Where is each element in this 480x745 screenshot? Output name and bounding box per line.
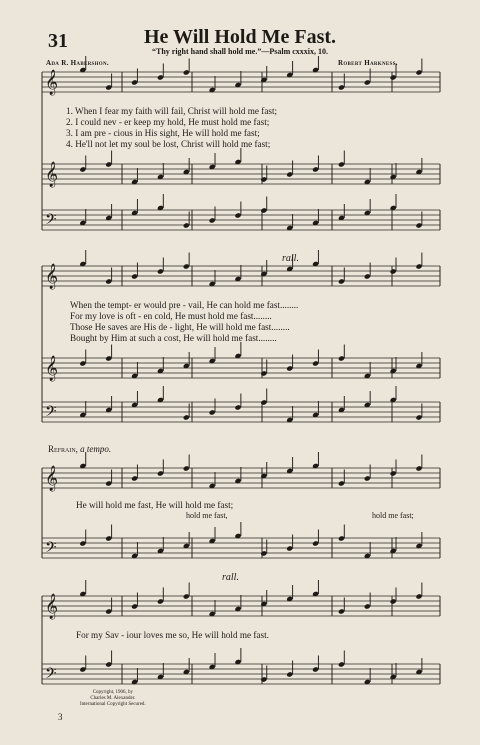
system1-verse4: 4. He'll not let my soul be lost, Christ will hold me fast; <box>66 139 271 149</box>
rall-mark-1: rall. <box>282 253 299 264</box>
author-credit: Ada R. Habershon. <box>46 59 109 67</box>
copyright-notice <box>80 690 146 708</box>
clef-icon: 𝄞 <box>45 594 59 619</box>
refrain-line2: For my Sav - iour loves me so, He will hold me fast. <box>76 630 269 640</box>
clef-icon: 𝄢 <box>45 539 57 560</box>
system1-verse3: 3. I am pre - cious in His sight, He will hold me fast; <box>66 128 260 138</box>
system2-verse3: Those He saves are His de - light, He will hold me fast........ <box>70 322 290 332</box>
refrain-tempo: a tempo. <box>80 444 112 454</box>
clef-icon: 𝄢 <box>45 211 57 232</box>
copyright-line: International Copyright Secured. <box>80 702 146 707</box>
system2-verse2: For my love is oft - en cold, He must hold me fast........ <box>70 311 272 321</box>
clef-icon: 𝄢 <box>45 403 57 424</box>
system2-verse4: Bought by Him at such a cost, He will hold me fast........ <box>70 333 277 343</box>
clef-icon: 𝄢 <box>45 665 57 686</box>
page-number: 3 <box>58 712 63 722</box>
refrain-line1: He will hold me fast, He will hold me fast; <box>76 500 234 510</box>
refrain-word: Refrain, <box>48 444 78 454</box>
system2-verse1: When the tempt- er would pre - vail, He can hold me fast........ <box>70 300 299 310</box>
clef-icon: 𝄞 <box>45 466 59 491</box>
clef-icon: 𝄞 <box>45 356 59 381</box>
copyright-line: Copyright, 1906, by <box>92 690 133 695</box>
copyright-line: Charles M. Alexander. <box>90 696 136 701</box>
rall-mark-2: rall. <box>222 572 239 583</box>
clef-icon: 𝄞 <box>45 162 59 187</box>
clef-icon: 𝄞 <box>45 70 59 95</box>
hymn-number: 31 <box>48 30 68 52</box>
clef-icon: 𝄞 <box>45 264 59 289</box>
refrain-label <box>48 444 111 454</box>
epigraph: “Thy right hand shall hold me.”—Psalm cxxxix, 10. <box>151 47 329 56</box>
refrain-echo-b: hold me fast; <box>372 511 414 520</box>
composer-credit: Robert Harkness. <box>338 59 398 67</box>
refrain-echo-a: hold me fast, <box>186 511 228 520</box>
system1-verse2: 2. I could nev - er keep my hold, He must hold me fast; <box>66 117 270 127</box>
hymn-title: He Will Hold Me Fast. <box>143 26 337 48</box>
system1-verse1: 1. When I fear my faith will fail, Christ will hold me fast; <box>66 106 278 116</box>
